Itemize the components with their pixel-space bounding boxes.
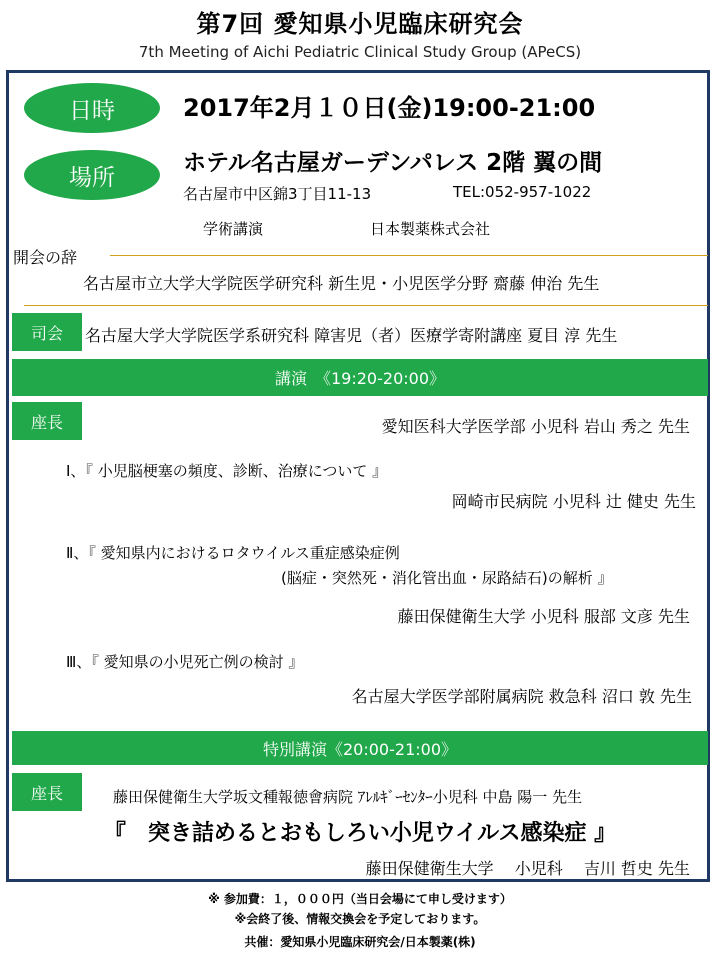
talk-1-speaker: 岡崎市民病院 小児科 辻 健史 先生 <box>451 492 696 511</box>
venue-tel: TEL:052-957-1022 <box>453 183 592 201</box>
moderator-label-badge: 司会 <box>12 313 82 351</box>
reception-note: ※会終了後、情報交換会を予定しております。 <box>234 912 486 926</box>
sponsor-label: 学術講演 <box>203 220 264 238</box>
opening-rule-top <box>110 255 708 256</box>
opening-rule-bottom <box>24 305 708 306</box>
lecture-chair-name: 愛知医科大学医学部 小児科 岩山 秀之 先生 <box>381 417 690 436</box>
special-chair-name: 藤田保健衛生大学坂文種報徳會病院 ｱﾚﾙｷﾞｰｾﾝﾀｰ小児科 中島 陽一 先生 <box>113 788 583 806</box>
cohost-note: 共催：愛知県小児臨床研究会/日本製薬(株) <box>244 935 476 949</box>
opening-label: 開会の辞 <box>13 248 78 267</box>
venue-label-badge: 場所 <box>24 150 160 200</box>
opening-speaker: 名古屋市立大学大学院医学研究科 新生児・小児医学分野 齋藤 伸治 先生 <box>83 274 600 293</box>
event-venue: ホテル名古屋ガーデンパレス 2階 翼の間 <box>183 150 603 176</box>
talk-3-speaker: 名古屋大学医学部附属病院 救急科 沼口 敦 先生 <box>351 687 692 706</box>
sponsor-name: 日本製薬株式会社 <box>370 220 491 238</box>
venue-address: 名古屋市中区錦3丁目11-13 <box>183 185 372 203</box>
page-subtitle: 7th Meeting of Aichi Pediatric Clinical Study Group (APeCS) <box>138 43 582 61</box>
lecture-header-bar: 講演 《19:20-20:00》 <box>12 359 708 396</box>
special-lecture-title: 『 突き詰めるとおもしろい小児ウイルス感染症 』 <box>103 821 617 846</box>
talk-3-title: Ⅲ、『 愛知県の小児死亡例の検討 』 <box>66 653 304 671</box>
moderator-name: 名古屋大学大学院医学系研究科 障害児（者）医療学寄附講座 夏目 淳 先生 <box>85 326 618 345</box>
talk-2-title: Ⅱ、『 愛知県内におけるロタウイルス重症感染症例 <box>66 544 400 562</box>
special-speaker: 藤田保健衛生大学 小児科 吉川 哲史 先生 <box>365 859 690 878</box>
page-title: 第7回 愛知県小児臨床研究会 <box>196 10 524 38</box>
talk-1-title: Ⅰ、『 小児脳梗塞の頻度、診断、治療について 』 <box>66 462 388 480</box>
special-header-bar: 特別講演《20:00-21:00》 <box>12 731 708 765</box>
event-datetime: 2017年2月１０日(金)19:00-21:00 <box>183 94 596 122</box>
lecture-chair-label-badge: 座長 <box>12 402 82 440</box>
talk-2-speaker: 藤田保健衛生大学 小児科 服部 文彦 先生 <box>397 607 690 626</box>
special-chair-label-badge: 座長 <box>12 773 82 811</box>
talk-2-title-line2: (脳症・突然死・消化管出血・尿路結石)の解析 』 <box>281 569 613 587</box>
datetime-label-badge: 日時 <box>24 83 160 133</box>
fee-note: ※ 参加費：１，０００円（当日会場にて申し受けます） <box>208 892 512 906</box>
